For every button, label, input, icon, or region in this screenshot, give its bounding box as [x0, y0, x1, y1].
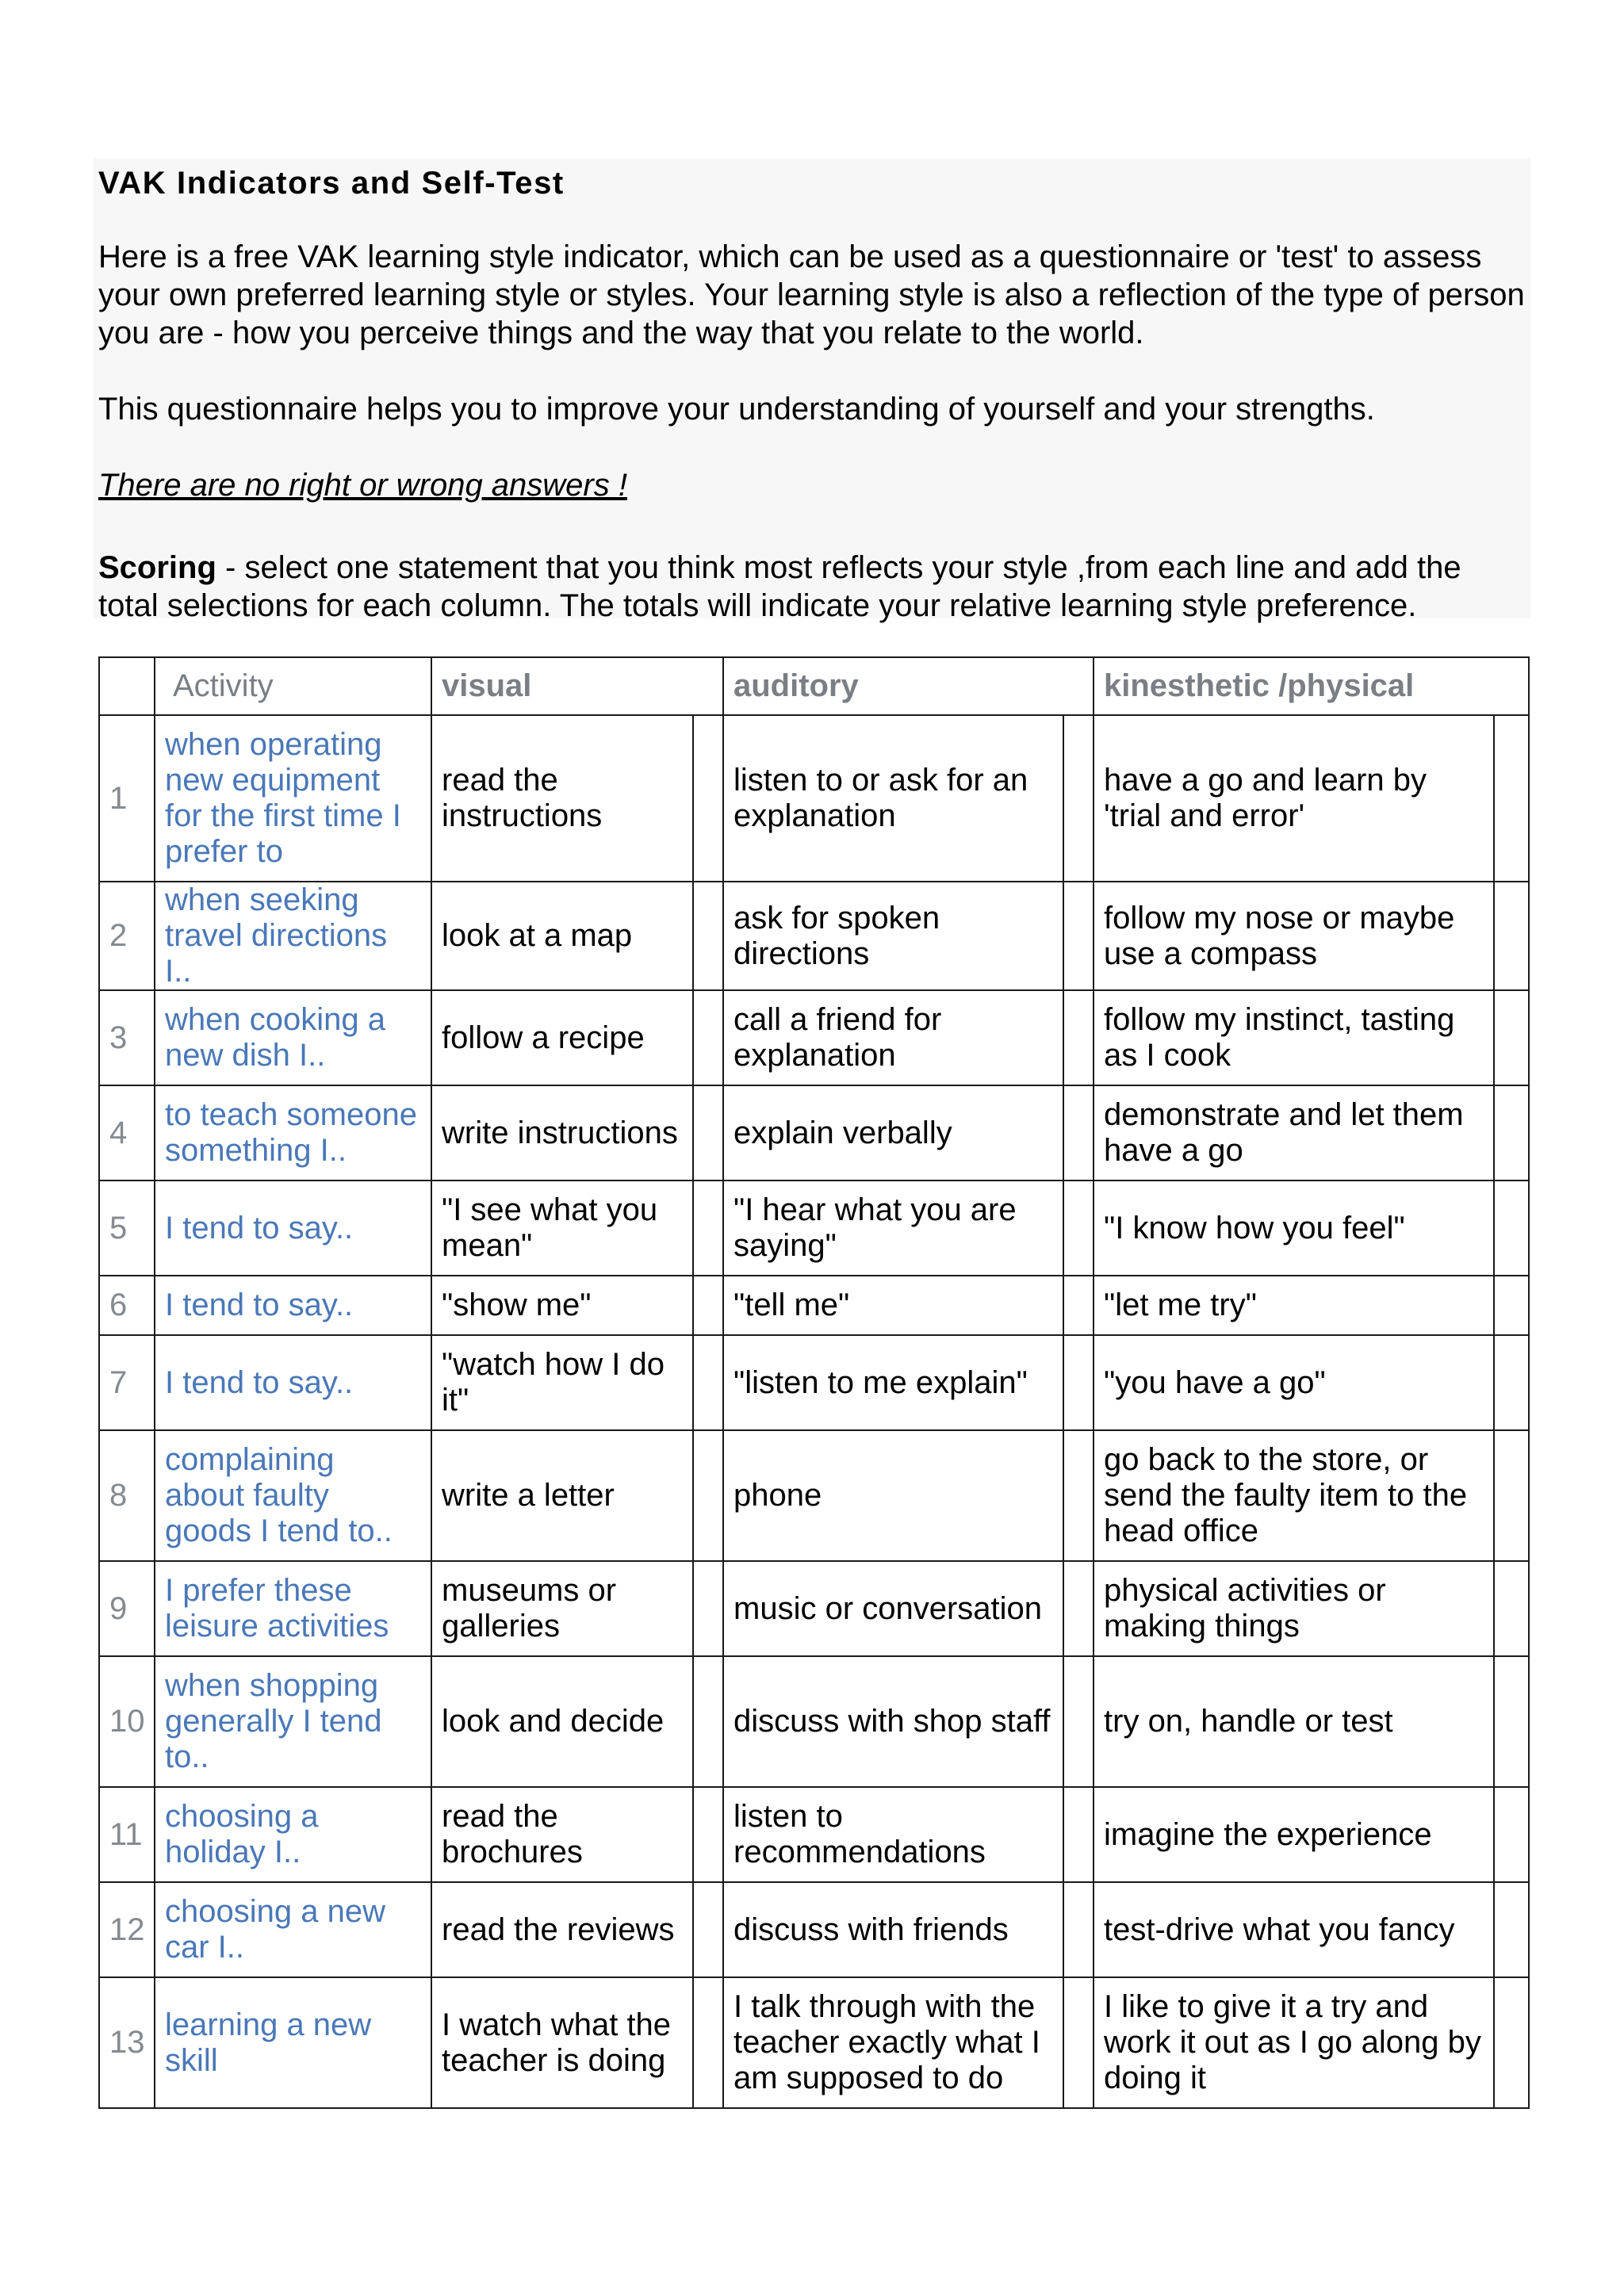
row-number: 3 — [99, 990, 155, 1085]
auditory-option: "I hear what you are saying" — [723, 1181, 1063, 1276]
table-row — [99, 1787, 1529, 1882]
visual-option: look at a map — [431, 882, 693, 990]
table-row — [99, 1430, 1529, 1561]
kinesthetic-tick-box[interactable] — [1494, 1882, 1529, 1977]
auditory-option: music or conversation — [723, 1561, 1063, 1656]
row-number: 5 — [99, 1181, 155, 1276]
kinesthetic-tick-box[interactable] — [1494, 1181, 1529, 1276]
row-number: 9 — [99, 1561, 155, 1656]
visual-option: follow a recipe — [431, 990, 693, 1085]
kinesthetic-tick-box[interactable] — [1494, 1085, 1529, 1181]
purpose-paragraph: This questionnaire helps you to improve your understanding of yourself and your strengths. — [98, 392, 1375, 427]
visual-option: "show me" — [431, 1276, 693, 1335]
kinesthetic-option: "you have a go" — [1094, 1335, 1494, 1430]
activity-cell: to teach someone something I.. — [155, 1085, 431, 1181]
visual-option: read the reviews — [431, 1882, 693, 1977]
table-row — [99, 1977, 1529, 2108]
table-row — [99, 1656, 1529, 1787]
table-row — [99, 1335, 1529, 1430]
visual-option: write a letter — [431, 1430, 693, 1561]
kinesthetic-option: have a go and learn by 'trial and error' — [1094, 715, 1494, 882]
activity-cell: choosing a new car I.. — [155, 1882, 431, 1977]
auditory-tick-box[interactable] — [1063, 1181, 1094, 1276]
visual-tick-box[interactable] — [693, 1085, 723, 1181]
kinesthetic-tick-box[interactable] — [1494, 990, 1529, 1085]
row-number: 10 — [99, 1656, 155, 1787]
kinesthetic-option: try on, handle or test — [1094, 1656, 1494, 1787]
auditory-option: listen to recommendations — [723, 1787, 1063, 1882]
page-title: VAK Indicators and Self-Test — [98, 166, 565, 201]
auditory-option: phone — [723, 1430, 1063, 1561]
intro-paragraph: Here is a free VAK learning style indicator, which can be used as a questionnaire or 'test' to assess your own preferred learning style or styles. Your learning style is also a reflection of the type of person you are - how you perceive things and the way that you relate to the world. — [98, 239, 1525, 350]
kinesthetic-tick-box[interactable] — [1494, 882, 1529, 990]
table-row — [99, 990, 1529, 1085]
row-number: 11 — [99, 1787, 155, 1882]
kinesthetic-tick-box[interactable] — [1494, 1430, 1529, 1561]
table-row — [99, 1561, 1529, 1656]
auditory-tick-box[interactable] — [1063, 715, 1094, 882]
kinesthetic-tick-box[interactable] — [1494, 1656, 1529, 1787]
table-header-row — [99, 657, 1529, 715]
row-number: 13 — [99, 1977, 155, 2108]
kinesthetic-option: go back to the store, or send the faulty item to the head office — [1094, 1430, 1494, 1561]
visual-option: I watch what the teacher is doing — [431, 1977, 693, 2108]
activity-cell: when seeking travel directions I.. — [155, 882, 431, 990]
row-number: 4 — [99, 1085, 155, 1181]
kinesthetic-tick-box[interactable] — [1494, 715, 1529, 882]
kinesthetic-option: "I know how you feel" — [1094, 1181, 1494, 1276]
auditory-tick-box[interactable] — [1063, 1787, 1094, 1882]
visual-tick-box[interactable] — [693, 1787, 723, 1882]
vak-questionnaire-table — [98, 656, 1530, 2109]
activity-cell: when cooking a new dish I.. — [155, 990, 431, 1085]
activity-cell: learning a new skill — [155, 1977, 431, 2108]
row-number: 7 — [99, 1335, 155, 1430]
auditory-tick-box[interactable] — [1063, 1430, 1094, 1561]
kinesthetic-tick-box[interactable] — [1494, 1561, 1529, 1656]
visual-option: museums or galleries — [431, 1561, 693, 1656]
auditory-tick-box[interactable] — [1063, 1561, 1094, 1656]
visual-option: "I see what you mean" — [431, 1181, 693, 1276]
scoring-text: - select one statement that you think most reflects your style ,from each line and add the total selections for each column. The totals will indicate your relative learning style preference. — [98, 550, 1461, 623]
header-number — [99, 657, 155, 715]
visual-tick-box[interactable] — [693, 990, 723, 1085]
auditory-option: "listen to me explain" — [723, 1335, 1063, 1430]
visual-option: "watch how I do it" — [431, 1335, 693, 1430]
visual-tick-box[interactable] — [693, 1276, 723, 1335]
activity-cell: I prefer these leisure activities — [155, 1561, 431, 1656]
kinesthetic-tick-box[interactable] — [1494, 1335, 1529, 1430]
auditory-tick-box[interactable] — [1063, 1656, 1094, 1787]
scoring-label: Scoring — [98, 550, 216, 585]
auditory-option: call a friend for explanation — [723, 990, 1063, 1085]
visual-tick-box[interactable] — [693, 882, 723, 990]
table-row — [99, 1085, 1529, 1181]
row-number: 8 — [99, 1430, 155, 1561]
activity-cell: complaining about faulty goods I tend to.. — [155, 1430, 431, 1561]
activity-cell: when shopping generally I tend to.. — [155, 1656, 431, 1787]
row-number: 1 — [99, 715, 155, 882]
kinesthetic-tick-box[interactable] — [1494, 1977, 1529, 2108]
visual-tick-box[interactable] — [693, 1882, 723, 1977]
row-number: 12 — [99, 1882, 155, 1977]
table-row — [99, 882, 1529, 990]
activity-cell: choosing a holiday I.. — [155, 1787, 431, 1882]
table-row — [99, 715, 1529, 882]
intro-section — [94, 159, 1530, 623]
visual-tick-box[interactable] — [693, 715, 723, 882]
header-activity: Activity — [155, 657, 431, 715]
no-wrong-answers-note: There are no right or wrong answers ! — [98, 468, 627, 503]
kinesthetic-option: follow my instinct, tasting as I cook — [1094, 990, 1494, 1085]
activity-cell: I tend to say.. — [155, 1335, 431, 1430]
kinesthetic-option: I like to give it a try and work it out as I go along by doing it — [1094, 1977, 1494, 2108]
visual-option: write instructions — [431, 1085, 693, 1181]
activity-cell: I tend to say.. — [155, 1276, 431, 1335]
table-row — [99, 1181, 1529, 1276]
auditory-option: I talk through with the teacher exactly what I am supposed to do — [723, 1977, 1063, 2108]
activity-cell: I tend to say.. — [155, 1181, 431, 1276]
visual-tick-box[interactable] — [693, 1656, 723, 1787]
header-kinesthetic: kinesthetic /physical — [1094, 657, 1529, 715]
auditory-option: explain verbally — [723, 1085, 1063, 1181]
visual-tick-box[interactable] — [693, 1561, 723, 1656]
table-row — [99, 1276, 1529, 1335]
kinesthetic-option: test-drive what you fancy — [1094, 1882, 1494, 1977]
auditory-tick-box[interactable] — [1063, 1977, 1094, 2108]
scoring-paragraph — [98, 549, 1526, 625]
auditory-tick-box[interactable] — [1063, 1276, 1094, 1335]
auditory-tick-box[interactable] — [1063, 882, 1094, 990]
kinesthetic-option: physical activities or making things — [1094, 1561, 1494, 1656]
visual-option: look and decide — [431, 1656, 693, 1787]
row-number: 6 — [99, 1276, 155, 1335]
kinesthetic-option: imagine the experience — [1094, 1787, 1494, 1882]
visual-tick-box[interactable] — [693, 1335, 723, 1430]
kinesthetic-tick-box[interactable] — [1494, 1787, 1529, 1882]
visual-tick-box[interactable] — [693, 1977, 723, 2108]
kinesthetic-option: demonstrate and let them have a go — [1094, 1085, 1494, 1181]
activity-cell: when operating new equipment for the first time I prefer to — [155, 715, 431, 882]
auditory-tick-box[interactable] — [1063, 990, 1094, 1085]
visual-tick-box[interactable] — [693, 1430, 723, 1561]
row-number: 2 — [99, 882, 155, 990]
visual-option: read the instructions — [431, 715, 693, 882]
auditory-tick-box[interactable] — [1063, 1335, 1094, 1430]
kinesthetic-option: "let me try" — [1094, 1276, 1494, 1335]
header-visual: visual — [431, 657, 723, 715]
kinesthetic-option: follow my nose or maybe use a compass — [1094, 882, 1494, 990]
auditory-option: listen to or ask for an explanation — [723, 715, 1063, 882]
auditory-tick-box[interactable] — [1063, 1085, 1094, 1181]
auditory-option: discuss with shop staff — [723, 1656, 1063, 1787]
auditory-tick-box[interactable] — [1063, 1882, 1094, 1977]
visual-tick-box[interactable] — [693, 1181, 723, 1276]
auditory-option: "tell me" — [723, 1276, 1063, 1335]
visual-option: read the brochures — [431, 1787, 693, 1882]
kinesthetic-tick-box[interactable] — [1494, 1276, 1529, 1335]
auditory-option: discuss with friends — [723, 1882, 1063, 1977]
auditory-option: ask for spoken directions — [723, 882, 1063, 990]
header-auditory: auditory — [723, 657, 1094, 715]
table-row — [99, 1882, 1529, 1977]
